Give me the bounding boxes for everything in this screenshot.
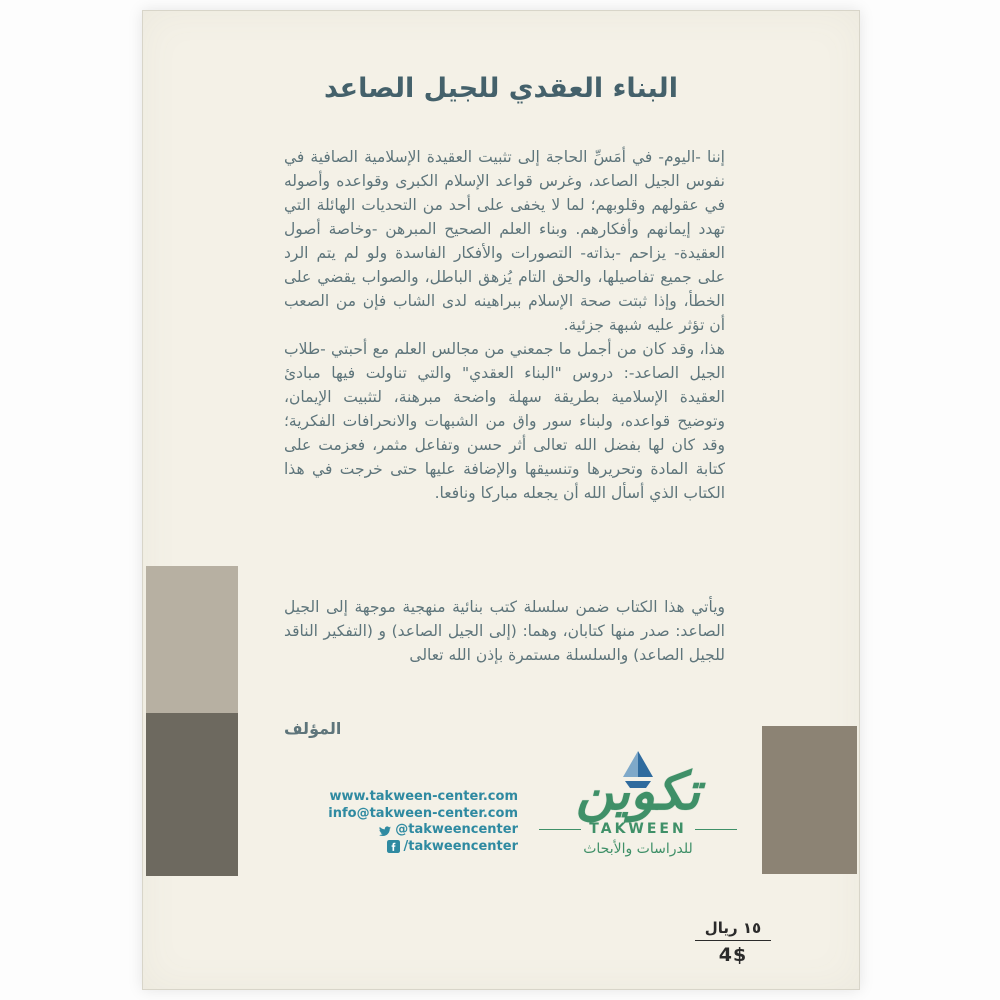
logo-dash-left — [539, 829, 581, 830]
website-line — [318, 789, 518, 806]
twitter-handle: @takweencenter — [395, 822, 518, 837]
twitter-icon — [378, 824, 391, 837]
logo-latin-row — [528, 821, 748, 837]
body-text — [284, 145, 725, 505]
email-line — [318, 806, 518, 823]
book-title: البناء العقدي للجيل الصاعد — [324, 73, 678, 104]
twitter-line — [318, 822, 518, 839]
left-band-dark — [146, 713, 238, 876]
logo-arabic-calligraphy: تكوين — [575, 762, 701, 822]
price-usd: 4$ — [718, 944, 748, 966]
logo-dash-right — [695, 829, 737, 830]
right-band — [762, 726, 857, 874]
takween-logo — [528, 749, 748, 857]
facebook-line — [318, 839, 518, 856]
book-cover — [142, 10, 860, 990]
logo-subtitle-ar: للدراسات والأبحاث — [583, 841, 693, 857]
logo-name-en: TAKWEEN — [589, 821, 687, 837]
website-text: www.takween-center.com — [329, 789, 518, 804]
paragraph-2: هذا، وقد كان من أجمل ما جمعني من مجالس العلم مع أحبتي -طلاب الجيل الصاعد-: دروس "البناء العقدي" والتي تناولت فيها مبادئ العقيدة الإسلامية بطريقة سهلة واضحة مبرهنة، لتثبيت الإيمان، وتوضيح قواعده، ولبناء سور واق من الشبهات والانحرافات الفكرية؛ وقد كان لها بفضل الله تعالى أثر حسن وتفاعل مثمر، فعزمت على كتابة المادة وتحريرها وتنسيقها والإضافة عليها حتى خرجت في هذا الكتاب الذي أسأل الله أن يجعله مباركا ونافعا. — [284, 340, 725, 502]
facebook-handle: /takweencenter — [403, 838, 518, 854]
paragraph-3: ويأتي هذا الكتاب ضمن سلسلة كتب بنائية منهجية موجهة إلى الجيل الصاعد: صدر منها كتابان، وهما: (إلى الجيل الصاعد) و (التفكير الناقد للجيل الصاعد) والسلسلة مستمرة بإذن الله تعالى — [284, 598, 725, 664]
series-paragraph — [284, 595, 725, 667]
author-signature: المؤلف — [284, 719, 342, 738]
contact-block — [318, 789, 518, 855]
email-text: info@takween-center.com — [328, 805, 518, 821]
price-riyal: ١٥ ريال — [704, 919, 762, 937]
paragraph-1: إننا -اليوم- في أمَسِّ الحاجة إلى تثبيت العقيدة الإسلامية الصافية في نفوس الجيل الصاعد، وغرس قواعد الإسلام الكبرى وقواعده وأصوله في عقولهم وقلوبهم؛ لما لا يخفى على أحد من التحديات الهائلة التي تهدد إيمانهم وأفكارهم. وبناء العلم الصحيح المبرهن -وخاصة أصول العقيدة- يزاحم -بذاته- التصورات والأفكار الفاسدة ولو لم يتم الرد على جميع تفاصيلها، والحق التام يُزهق الباطل، والصواب يقضي على الخطأ، وإذا ثبتت صحة الإسلام ببراهينه لدى الشاب فإن من الصعب أن تؤثر عليه شبهة جزئية. — [284, 148, 725, 334]
price-block — [695, 919, 771, 966]
facebook-icon — [387, 840, 400, 853]
left-band-light — [146, 566, 238, 713]
price-divider — [695, 940, 771, 941]
